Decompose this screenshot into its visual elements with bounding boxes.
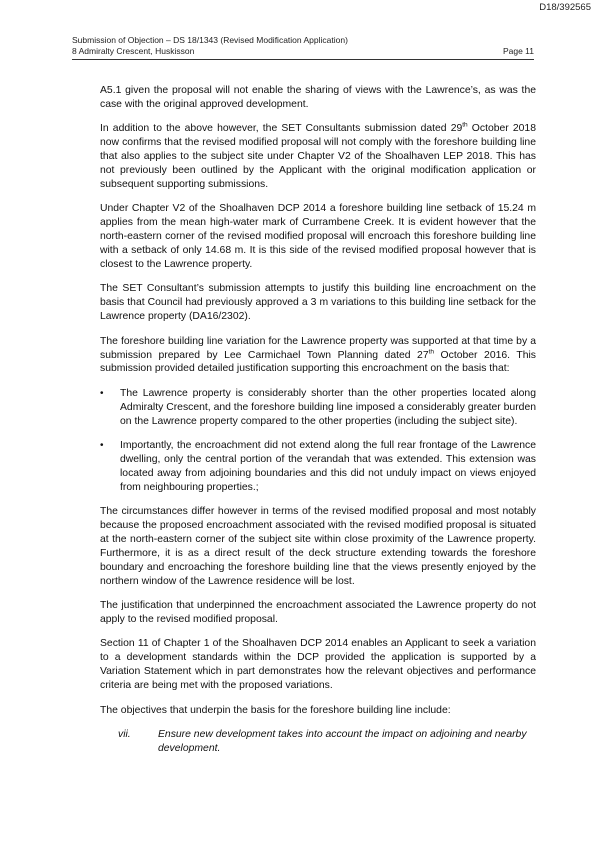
bullet-icon: • <box>100 440 104 452</box>
paragraph-8: Section 11 of Chapter 1 of the Shoalhaven DCP 2014 enables an Applicant to seek a variation to a development standards within the DCP provided the application is supported by a Variation Statement which in part demonstrates how the relevant objectives and performance criteria are being met with the proposed variations. <box>100 638 536 692</box>
paragraph-1: A5.1 given the proposal will not enable the sharing of views with the Lawrence’s, as was the case with the original approved development. <box>100 85 536 110</box>
paragraph-9: The objectives that underpin the basis for the foreshore building line include: <box>100 704 451 716</box>
header-address: 8 Admiralty Crescent, Huskisson <box>72 46 195 56</box>
paragraph-5: The foreshore building line variation for the Lawrence property was supported at that time by a submission prepared by Lee Carmichael Town Planning dated 27th October 2016. This submission provided detailed justification supporting this encroachment on the basis that: <box>100 335 536 375</box>
bullet-list <box>100 387 536 495</box>
objective-item <box>100 728 536 756</box>
paragraph-7: The justification that underpinned the encroachment associated the Lawrence property do not apply to the revised modified proposal. <box>100 600 536 625</box>
page-number: Page 11 <box>502 46 534 56</box>
objective-number: vii. <box>118 728 131 740</box>
page-header <box>72 35 534 60</box>
paragraph-3: Under Chapter V2 of the Shoalhaven DCP 2014 a foreshore building line setback of 15.24 m applies from the mean high-water mark of Currambene Creek. It is evident however that the north-eastern corner of the revised modified proposal will encroach this foreshore building line with a setback of only 14.68 m. It is this side of the revised modified proposal however that is closest to the Lawrence property. <box>100 203 536 270</box>
header-rule <box>72 59 534 60</box>
bullet-text: Importantly, the encroachment did not extend along the full rear frontage of the Lawrence dwelling, only the central portion of the verandah that was extended. This extension was located away from adjoining boundaries and this did not unduly impact on views enjoyed from neighbouring properties.; <box>120 440 536 493</box>
paragraph-6: The circumstances differ however in terms of the revised modified proposal and most notably because the proposed encroachment associated with the revised modified proposal is situated at the north-eastern corner of the subject site within close proximity of the Lawrence property. Furthermore, it is as a direct result of the deck structure extending towards the foreshore boundary and encroaching the foreshore building line that the views presently enjoyed by the northern window of the Lawrence residence will be lost. <box>100 506 536 587</box>
list-item <box>100 439 536 495</box>
paragraph-2: In addition to the above however, the SET Consultants submission dated 29th October 2018 now confirms that the revised modified proposal will not comply with the foreshore building line that also applies to the subject site under Chapter V2 of the Shoalhaven LEP 2018. This has not previously been outlined by the Applicant with the original modification application or subsequent supporting submissions. <box>100 121 536 190</box>
bullet-icon: • <box>100 387 104 399</box>
paragraph-4: The SET Consultant’s submission attempts to justify this building line encroachment on the basis that Council had previously approved a 3 m variations to this building line setback for the Lawrence property (DA16/2302). <box>100 283 536 323</box>
header-title: Submission of Objection – DS 18/1343 (Revised Modification Application) <box>72 35 348 45</box>
list-item <box>100 387 536 429</box>
document-body <box>100 84 536 756</box>
document-id: D18/392565 <box>539 2 591 13</box>
bullet-text: The Lawrence property is considerably shorter than the other properties located along Admiralty Crescent, and the foreshore building line imposed a considerably greater burden on the Lawrence property compared to the other properties (including the subject site). <box>120 387 536 427</box>
objective-text: Ensure new development takes into account the impact on adjoining and nearby development. <box>158 728 527 754</box>
